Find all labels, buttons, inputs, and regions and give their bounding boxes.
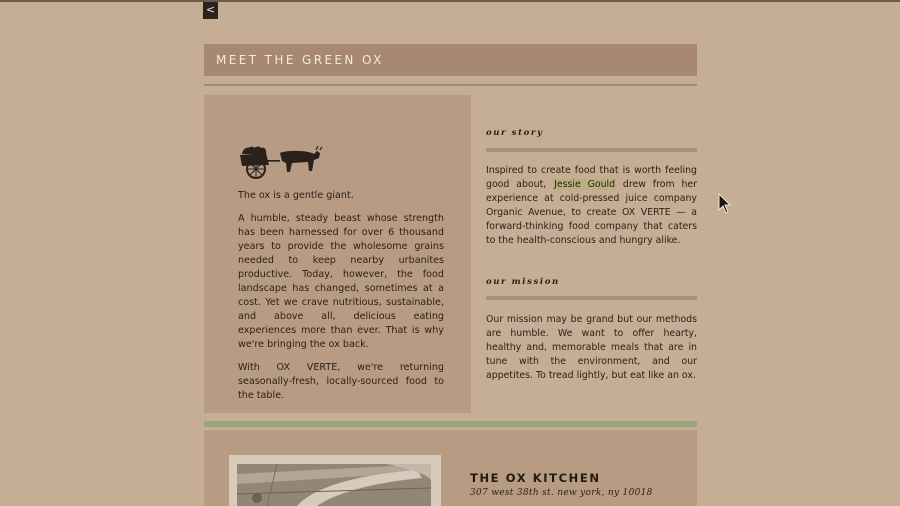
mission-divider — [486, 296, 697, 300]
story-divider — [486, 148, 697, 152]
page-banner — [204, 44, 697, 76]
page-title: MEET THE GREEN OX — [216, 53, 384, 67]
intro-paragraph: With OX VERTE, we're returning seasonally-fresh, locally-sourced food to the table. — [238, 362, 444, 401]
top-border — [0, 0, 900, 2]
intro-lead: The ox is a gentle giant. — [238, 190, 354, 201]
mouse-cursor-icon — [718, 193, 732, 215]
banner-divider — [204, 84, 697, 86]
mission-heading: our mission — [486, 277, 560, 287]
kitchen-address: 307 west 38th st. new york, ny 10018 — [470, 488, 653, 498]
section-divider — [204, 421, 697, 427]
intro-panel — [204, 95, 471, 413]
story-text-start: Inspired to create food that is worth feeling good about, — [486, 165, 697, 190]
story-text — [486, 164, 697, 248]
kitchen-photo — [237, 464, 431, 506]
intro-text — [238, 189, 444, 412]
back-button[interactable]: < — [203, 2, 218, 19]
kitchen-title: THE OX KITCHEN — [470, 471, 601, 485]
ox-cart-icon — [234, 141, 324, 181]
story-text-end: drew from her experience at cold-pressed juice company Organic Avenue, to create OX VERTE — a forward-thinking food company that caters to the health-conscious and hungry alike. — [486, 179, 698, 246]
intro-paragraph: A humble, steady beast whose strength has been harnessed for over 6 thousand years to provide the wholesome grains needed to keep nearby urbanites productive. Today, however, the food landscape has changed, sometimes at a cost. Yet we crave nutritious, sustainable, and above all, delicious eating experiences more than ever. That is why we're bringing the ox back. — [238, 213, 444, 350]
mission-text: Our mission may be grand but our methods are humble. We want to offer hearty, healthy and, memorable meals that are in tune with the environment, and our appetites. To tread lightly, but eat like an ox. — [486, 314, 697, 381]
story-heading: our story — [486, 128, 544, 138]
jessie-gould-link[interactable]: Jessie Gould — [554, 179, 616, 190]
